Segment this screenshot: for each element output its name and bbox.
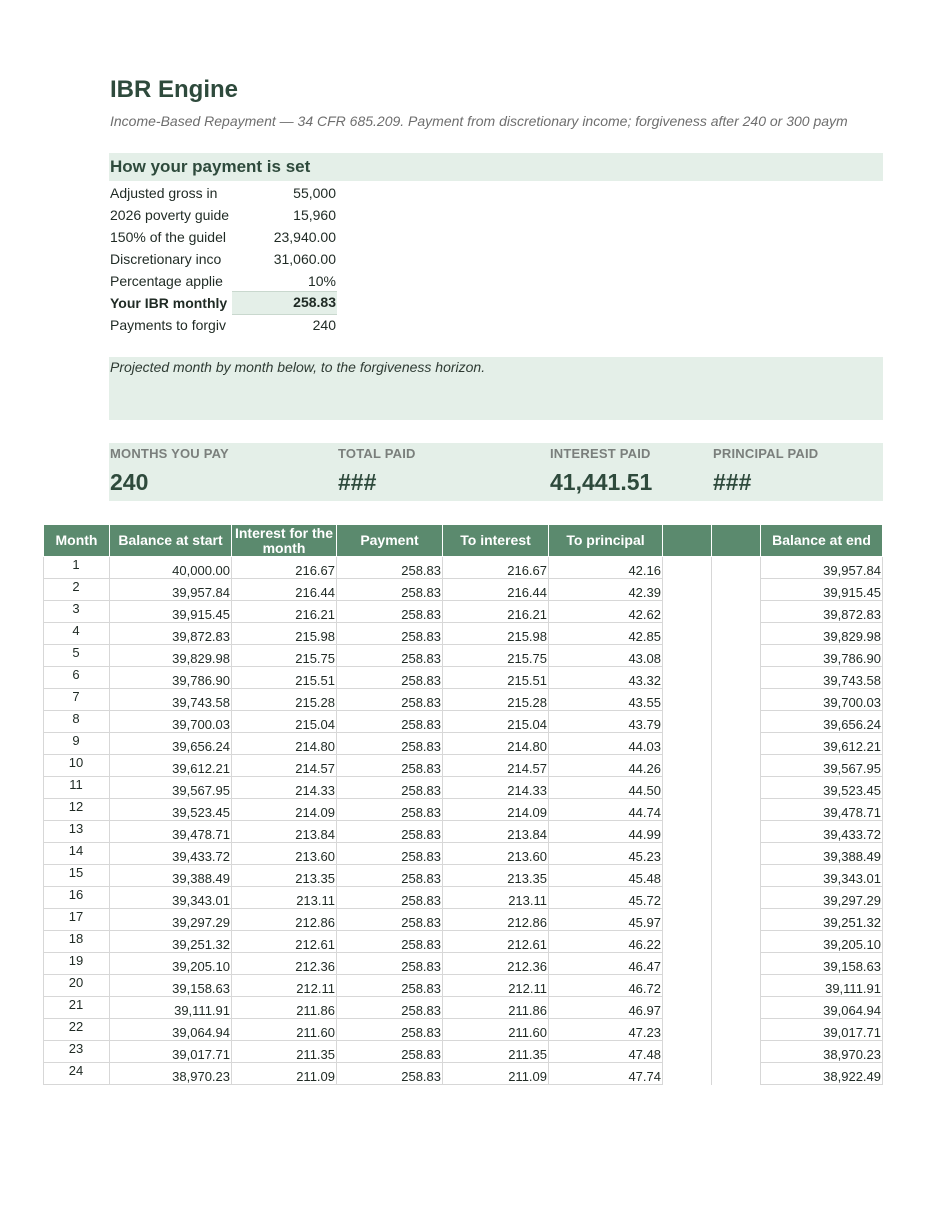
kv-value-guideline[interactable]: 23,940.00	[273, 229, 336, 245]
cell-balance-end[interactable]: 39,872.83	[761, 601, 883, 623]
cell-blank[interactable]	[712, 1041, 761, 1063]
cell-payment[interactable]: 258.83	[337, 755, 443, 777]
stat-value-months: 240	[110, 469, 149, 495]
cell-balance-start[interactable]: 39,656.24	[110, 733, 232, 755]
cell-payment[interactable]: 258.83	[337, 997, 443, 1019]
cell-balance-start[interactable]: 39,872.83	[110, 623, 232, 645]
cell-blank[interactable]	[712, 843, 761, 865]
cell-to-interest[interactable]: 213.35	[443, 865, 549, 887]
cell-payment[interactable]: 258.83	[337, 887, 443, 909]
cell-interest[interactable]: 215.51	[232, 667, 337, 689]
col-header-to-principal[interactable]: To principal	[549, 525, 663, 557]
table-row	[44, 799, 883, 821]
cell-balance-end[interactable]: 39,743.58	[761, 667, 883, 689]
cell-month[interactable]: 14	[44, 843, 110, 865]
cell-to-principal[interactable]: 45.48	[549, 865, 663, 887]
cell-to-principal[interactable]: 43.32	[549, 667, 663, 689]
kv-label-discretionary: Discretionary inco	[110, 251, 222, 267]
cell-interest[interactable]: 211.09	[232, 1063, 337, 1085]
cell-to-principal[interactable]: 42.39	[549, 579, 663, 601]
cell-blank[interactable]	[663, 865, 712, 887]
table-row	[44, 755, 883, 777]
cell-month[interactable]: 4	[44, 623, 110, 645]
cell-blank[interactable]	[712, 733, 761, 755]
cell-to-principal[interactable]: 44.26	[549, 755, 663, 777]
cell-month[interactable]: 21	[44, 997, 110, 1019]
cell-balance-start[interactable]: 39,478.71	[110, 821, 232, 843]
cell-interest[interactable]: 214.09	[232, 799, 337, 821]
kv-label-percentage: Percentage applie	[110, 273, 223, 289]
cell-balance-end[interactable]: 39,388.49	[761, 843, 883, 865]
table-row	[44, 777, 883, 799]
cell-to-principal[interactable]: 47.48	[549, 1041, 663, 1063]
cell-to-interest[interactable]: 212.36	[443, 953, 549, 975]
table-row	[44, 645, 883, 667]
cell-payment[interactable]: 258.83	[337, 711, 443, 733]
cell-to-interest[interactable]: 215.28	[443, 689, 549, 711]
amortization-table	[43, 524, 883, 1085]
cell-balance-start[interactable]: 39,700.03	[110, 711, 232, 733]
cell-payment[interactable]: 258.83	[337, 667, 443, 689]
cell-balance-start[interactable]: 39,915.45	[110, 601, 232, 623]
cell-balance-start[interactable]: 39,297.29	[110, 909, 232, 931]
table-row	[44, 821, 883, 843]
cell-blank[interactable]	[712, 579, 761, 601]
cell-blank[interactable]	[663, 623, 712, 645]
cell-blank[interactable]	[663, 733, 712, 755]
cell-to-principal[interactable]: 46.47	[549, 953, 663, 975]
table-row	[44, 667, 883, 689]
cell-balance-start[interactable]: 39,388.49	[110, 865, 232, 887]
table-row	[44, 887, 883, 909]
table-row	[44, 1041, 883, 1063]
cell-blank[interactable]	[663, 557, 712, 579]
cell-payment[interactable]: 258.83	[337, 579, 443, 601]
col-header-payment[interactable]: Payment	[337, 525, 443, 557]
kv-value-discretionary[interactable]: 31,060.00	[273, 251, 336, 267]
cell-month[interactable]: 13	[44, 821, 110, 843]
cell-month[interactable]: 5	[44, 645, 110, 667]
cell-blank[interactable]	[712, 931, 761, 953]
page-title: IBR Engine	[110, 76, 239, 103]
cell-month[interactable]: 11	[44, 777, 110, 799]
kv-value-poverty[interactable]: 15,960	[293, 207, 336, 223]
cell-payment[interactable]: 258.83	[337, 931, 443, 953]
cell-payment[interactable]: 258.83	[337, 623, 443, 645]
cell-payment[interactable]: 258.83	[337, 843, 443, 865]
cell-interest[interactable]: 216.67	[232, 557, 337, 579]
kv-value-agi[interactable]: 55,000	[293, 185, 336, 201]
cell-payment[interactable]: 258.83	[337, 909, 443, 931]
cell-balance-end[interactable]: 39,915.45	[761, 579, 883, 601]
cell-to-principal[interactable]: 42.62	[549, 601, 663, 623]
cell-month[interactable]: 20	[44, 975, 110, 997]
cell-balance-start[interactable]: 39,743.58	[110, 689, 232, 711]
cell-blank[interactable]	[712, 909, 761, 931]
table-row	[44, 1063, 883, 1085]
cell-balance-end[interactable]: 39,656.24	[761, 711, 883, 733]
kv-value-payments-to-forgiveness[interactable]: 240	[312, 317, 336, 333]
col-header-balance-end[interactable]: Balance at end	[761, 525, 883, 557]
cell-to-principal[interactable]: 44.03	[549, 733, 663, 755]
cell-balance-start[interactable]: 38,970.23	[110, 1063, 232, 1085]
table-row	[44, 689, 883, 711]
cell-blank[interactable]	[663, 821, 712, 843]
cell-blank[interactable]	[663, 887, 712, 909]
col-header-balance-start[interactable]: Balance at start	[110, 525, 232, 557]
cell-month[interactable]: 6	[44, 667, 110, 689]
cell-to-interest[interactable]: 212.86	[443, 909, 549, 931]
cell-balance-end[interactable]: 39,567.95	[761, 755, 883, 777]
table-header-row	[44, 525, 883, 557]
cell-to-principal[interactable]: 46.72	[549, 975, 663, 997]
cell-balance-end[interactable]: 39,612.21	[761, 733, 883, 755]
cell-blank[interactable]	[712, 777, 761, 799]
kv-label-payments-to-forgiveness: Payments to forgiv	[110, 317, 226, 333]
cell-to-principal[interactable]: 44.74	[549, 799, 663, 821]
page-subtitle: Income-Based Repayment — 34 CFR 685.209. Payment from discretionary income; forgiveness after 240 or 300 paym	[110, 113, 848, 129]
cell-to-interest[interactable]: 214.57	[443, 755, 549, 777]
cell-balance-start[interactable]: 39,158.63	[110, 975, 232, 997]
cell-balance-start[interactable]: 39,829.98	[110, 645, 232, 667]
cell-to-principal[interactable]: 46.22	[549, 931, 663, 953]
cell-blank[interactable]	[712, 953, 761, 975]
table-row	[44, 557, 883, 579]
cell-interest[interactable]: 216.21	[232, 601, 337, 623]
cell-balance-end[interactable]: 39,786.90	[761, 645, 883, 667]
table-row	[44, 909, 883, 931]
col-header-to-interest[interactable]: To interest	[443, 525, 549, 557]
cell-balance-start[interactable]: 39,017.71	[110, 1041, 232, 1063]
cell-month[interactable]: 3	[44, 601, 110, 623]
cell-blank[interactable]	[712, 1019, 761, 1041]
cell-balance-start[interactable]: 39,523.45	[110, 799, 232, 821]
cell-to-principal[interactable]: 45.23	[549, 843, 663, 865]
cell-balance-end[interactable]: 39,251.32	[761, 909, 883, 931]
cell-balance-start[interactable]: 39,205.10	[110, 953, 232, 975]
cell-month[interactable]: 8	[44, 711, 110, 733]
cell-payment[interactable]: 258.83	[337, 975, 443, 997]
cell-blank[interactable]	[712, 997, 761, 1019]
cell-interest[interactable]: 213.11	[232, 887, 337, 909]
cell-balance-end[interactable]: 39,111.91	[761, 975, 883, 997]
cell-to-interest[interactable]: 216.44	[443, 579, 549, 601]
cell-payment[interactable]: 258.83	[337, 1019, 443, 1041]
cell-balance-start[interactable]: 39,433.72	[110, 843, 232, 865]
cell-month[interactable]: 16	[44, 887, 110, 909]
cell-balance-start[interactable]: 39,786.90	[110, 667, 232, 689]
cell-payment[interactable]: 258.83	[337, 601, 443, 623]
cell-interest[interactable]: 212.36	[232, 953, 337, 975]
cell-interest[interactable]: 212.11	[232, 975, 337, 997]
cell-to-principal[interactable]: 45.72	[549, 887, 663, 909]
cell-balance-end[interactable]: 39,205.10	[761, 931, 883, 953]
cell-to-interest[interactable]: 215.51	[443, 667, 549, 689]
cell-to-interest[interactable]: 216.67	[443, 557, 549, 579]
cell-interest[interactable]: 214.80	[232, 733, 337, 755]
cell-month[interactable]: 15	[44, 865, 110, 887]
cell-blank[interactable]	[712, 887, 761, 909]
cell-to-interest[interactable]: 211.35	[443, 1041, 549, 1063]
cell-payment[interactable]: 258.83	[337, 865, 443, 887]
cell-interest[interactable]: 213.84	[232, 821, 337, 843]
cell-to-interest[interactable]: 212.61	[443, 931, 549, 953]
cell-blank[interactable]	[712, 623, 761, 645]
cell-to-interest[interactable]: 214.33	[443, 777, 549, 799]
cell-to-interest[interactable]: 211.86	[443, 997, 549, 1019]
cell-blank[interactable]	[663, 645, 712, 667]
kv-value-monthly[interactable]: 258.83	[293, 294, 336, 310]
cell-to-interest[interactable]: 211.09	[443, 1063, 549, 1085]
cell-interest[interactable]: 213.60	[232, 843, 337, 865]
cell-balance-end[interactable]: 39,433.72	[761, 821, 883, 843]
col-header-month[interactable]: Month	[44, 525, 110, 557]
cell-balance-start[interactable]: 39,612.21	[110, 755, 232, 777]
cell-blank[interactable]	[712, 799, 761, 821]
cell-payment[interactable]: 258.83	[337, 777, 443, 799]
table-row	[44, 733, 883, 755]
kv-label-poverty: 2026 poverty guide	[110, 207, 230, 223]
cell-blank[interactable]	[663, 909, 712, 931]
cell-to-principal[interactable]: 43.08	[549, 645, 663, 667]
cell-interest[interactable]: 212.86	[232, 909, 337, 931]
cell-balance-start[interactable]: 39,343.01	[110, 887, 232, 909]
cell-blank[interactable]	[712, 667, 761, 689]
cell-interest[interactable]: 214.57	[232, 755, 337, 777]
cell-blank[interactable]	[663, 601, 712, 623]
cell-month[interactable]: 23	[44, 1041, 110, 1063]
cell-month[interactable]: 19	[44, 953, 110, 975]
cell-interest[interactable]: 211.86	[232, 997, 337, 1019]
cell-balance-start[interactable]: 39,567.95	[110, 777, 232, 799]
table-row	[44, 997, 883, 1019]
table-row	[44, 579, 883, 601]
cell-to-principal[interactable]: 46.97	[549, 997, 663, 1019]
table-row	[44, 601, 883, 623]
cell-payment[interactable]: 258.83	[337, 645, 443, 667]
col-header-interest[interactable]: Interest for the month	[232, 525, 337, 557]
cell-balance-start[interactable]: 39,957.84	[110, 579, 232, 601]
cell-blank[interactable]	[663, 755, 712, 777]
table-row	[44, 1019, 883, 1041]
cell-blank[interactable]	[663, 843, 712, 865]
cell-interest[interactable]: 215.04	[232, 711, 337, 733]
cell-blank[interactable]	[712, 821, 761, 843]
cell-blank[interactable]	[663, 579, 712, 601]
cell-blank[interactable]	[663, 997, 712, 1019]
cell-month[interactable]: 10	[44, 755, 110, 777]
cell-to-principal[interactable]: 45.97	[549, 909, 663, 931]
kv-value-percentage[interactable]: 10%	[307, 273, 336, 289]
cell-blank[interactable]	[712, 865, 761, 887]
table-row	[44, 975, 883, 997]
cell-interest[interactable]: 216.44	[232, 579, 337, 601]
cell-interest[interactable]: 215.98	[232, 623, 337, 645]
cell-balance-start[interactable]: 39,251.32	[110, 931, 232, 953]
stat-label-principal-paid: PRINCIPAL PAID	[713, 446, 819, 461]
cell-blank[interactable]	[663, 975, 712, 997]
cell-payment[interactable]: 258.83	[337, 799, 443, 821]
cell-blank[interactable]	[663, 667, 712, 689]
cell-blank[interactable]	[663, 1019, 712, 1041]
cell-payment[interactable]: 258.83	[337, 953, 443, 975]
cell-interest[interactable]: 214.33	[232, 777, 337, 799]
cell-month[interactable]: 7	[44, 689, 110, 711]
cell-blank[interactable]	[663, 931, 712, 953]
cell-to-interest[interactable]: 212.11	[443, 975, 549, 997]
cell-month[interactable]: 12	[44, 799, 110, 821]
cell-blank[interactable]	[712, 645, 761, 667]
cell-blank[interactable]	[663, 799, 712, 821]
cell-month[interactable]: 18	[44, 931, 110, 953]
cell-payment[interactable]: 258.83	[337, 1041, 443, 1063]
stat-label-total-paid: TOTAL PAID	[338, 446, 416, 461]
cell-balance-end[interactable]: 39,158.63	[761, 953, 883, 975]
col-header-blank-2[interactable]	[712, 525, 761, 557]
cell-blank[interactable]	[663, 711, 712, 733]
cell-interest[interactable]: 212.61	[232, 931, 337, 953]
projection-note: Projected month by month below, to the forgiveness horizon.	[110, 359, 486, 375]
cell-to-principal[interactable]: 47.74	[549, 1063, 663, 1085]
cell-month[interactable]: 17	[44, 909, 110, 931]
cell-balance-end[interactable]: 39,478.71	[761, 799, 883, 821]
cell-balance-end[interactable]: 39,343.01	[761, 865, 883, 887]
cell-month[interactable]: 22	[44, 1019, 110, 1041]
cell-interest[interactable]: 215.75	[232, 645, 337, 667]
stat-value-principal-paid: ###	[713, 469, 752, 495]
cell-balance-start[interactable]: 40,000.00	[110, 557, 232, 579]
cell-to-principal[interactable]: 42.16	[549, 557, 663, 579]
cell-to-interest[interactable]: 215.75	[443, 645, 549, 667]
cell-blank[interactable]	[712, 975, 761, 997]
cell-to-interest[interactable]: 215.04	[443, 711, 549, 733]
cell-blank[interactable]	[712, 601, 761, 623]
cell-to-principal[interactable]: 43.55	[549, 689, 663, 711]
table-row	[44, 931, 883, 953]
cell-balance-end[interactable]: 38,970.23	[761, 1041, 883, 1063]
cell-to-interest[interactable]: 214.80	[443, 733, 549, 755]
cell-payment[interactable]: 258.83	[337, 689, 443, 711]
cell-balance-end[interactable]: 39,829.98	[761, 623, 883, 645]
cell-payment[interactable]: 258.83	[337, 557, 443, 579]
cell-blank[interactable]	[712, 557, 761, 579]
cell-month[interactable]: 1	[44, 557, 110, 579]
cell-to-interest[interactable]: 213.60	[443, 843, 549, 865]
cell-interest[interactable]: 211.35	[232, 1041, 337, 1063]
kv-label-agi: Adjusted gross in	[110, 185, 218, 201]
cell-to-interest[interactable]: 216.21	[443, 601, 549, 623]
cell-payment[interactable]: 258.83	[337, 1063, 443, 1085]
section-title: How your payment is set	[110, 157, 311, 176]
cell-month[interactable]: 24	[44, 1063, 110, 1085]
stat-label-months: MONTHS YOU PAY	[110, 446, 229, 461]
cell-month[interactable]: 9	[44, 733, 110, 755]
cell-balance-end[interactable]: 39,064.94	[761, 997, 883, 1019]
cell-blank[interactable]	[712, 689, 761, 711]
cell-payment[interactable]: 258.83	[337, 733, 443, 755]
cell-balance-end[interactable]: 39,017.71	[761, 1019, 883, 1041]
cell-to-interest[interactable]: 211.60	[443, 1019, 549, 1041]
cell-to-principal[interactable]: 47.23	[549, 1019, 663, 1041]
cell-payment[interactable]: 258.83	[337, 821, 443, 843]
cell-to-principal[interactable]: 42.85	[549, 623, 663, 645]
cell-to-interest[interactable]: 214.09	[443, 799, 549, 821]
table-row	[44, 623, 883, 645]
table-row	[44, 953, 883, 975]
cell-to-principal[interactable]: 44.50	[549, 777, 663, 799]
table-row	[44, 865, 883, 887]
cell-blank[interactable]	[712, 755, 761, 777]
cell-blank[interactable]	[663, 777, 712, 799]
stat-value-interest-paid: 41,441.51	[550, 469, 653, 495]
cell-interest[interactable]: 215.28	[232, 689, 337, 711]
stat-label-interest-paid: INTEREST PAID	[550, 446, 651, 461]
kv-label-guideline: 150% of the guidel	[110, 229, 226, 245]
cell-blank[interactable]	[663, 689, 712, 711]
cell-balance-start[interactable]: 39,064.94	[110, 1019, 232, 1041]
cell-balance-end[interactable]: 39,957.84	[761, 557, 883, 579]
cell-to-interest[interactable]: 213.84	[443, 821, 549, 843]
cell-blank[interactable]	[663, 1041, 712, 1063]
table-row	[44, 711, 883, 733]
cell-balance-end[interactable]: 39,523.45	[761, 777, 883, 799]
cell-to-principal[interactable]: 43.79	[549, 711, 663, 733]
col-header-blank-1[interactable]	[663, 525, 712, 557]
cell-blank[interactable]	[712, 711, 761, 733]
table-row	[44, 843, 883, 865]
cell-balance-end[interactable]: 39,700.03	[761, 689, 883, 711]
cell-blank[interactable]	[663, 953, 712, 975]
cell-to-interest[interactable]: 215.98	[443, 623, 549, 645]
cell-interest[interactable]: 211.60	[232, 1019, 337, 1041]
cell-interest[interactable]: 213.35	[232, 865, 337, 887]
cell-blank[interactable]	[663, 1063, 712, 1085]
kv-label-monthly: Your IBR monthly	[110, 295, 228, 311]
cell-month[interactable]: 2	[44, 579, 110, 601]
stat-value-total-paid: ###	[338, 469, 377, 495]
cell-balance-start[interactable]: 39,111.91	[110, 997, 232, 1019]
cell-to-interest[interactable]: 213.11	[443, 887, 549, 909]
cell-blank[interactable]	[712, 1063, 761, 1085]
cell-to-principal[interactable]: 44.99	[549, 821, 663, 843]
cell-balance-end[interactable]: 39,297.29	[761, 887, 883, 909]
cell-balance-end[interactable]: 38,922.49	[761, 1063, 883, 1085]
